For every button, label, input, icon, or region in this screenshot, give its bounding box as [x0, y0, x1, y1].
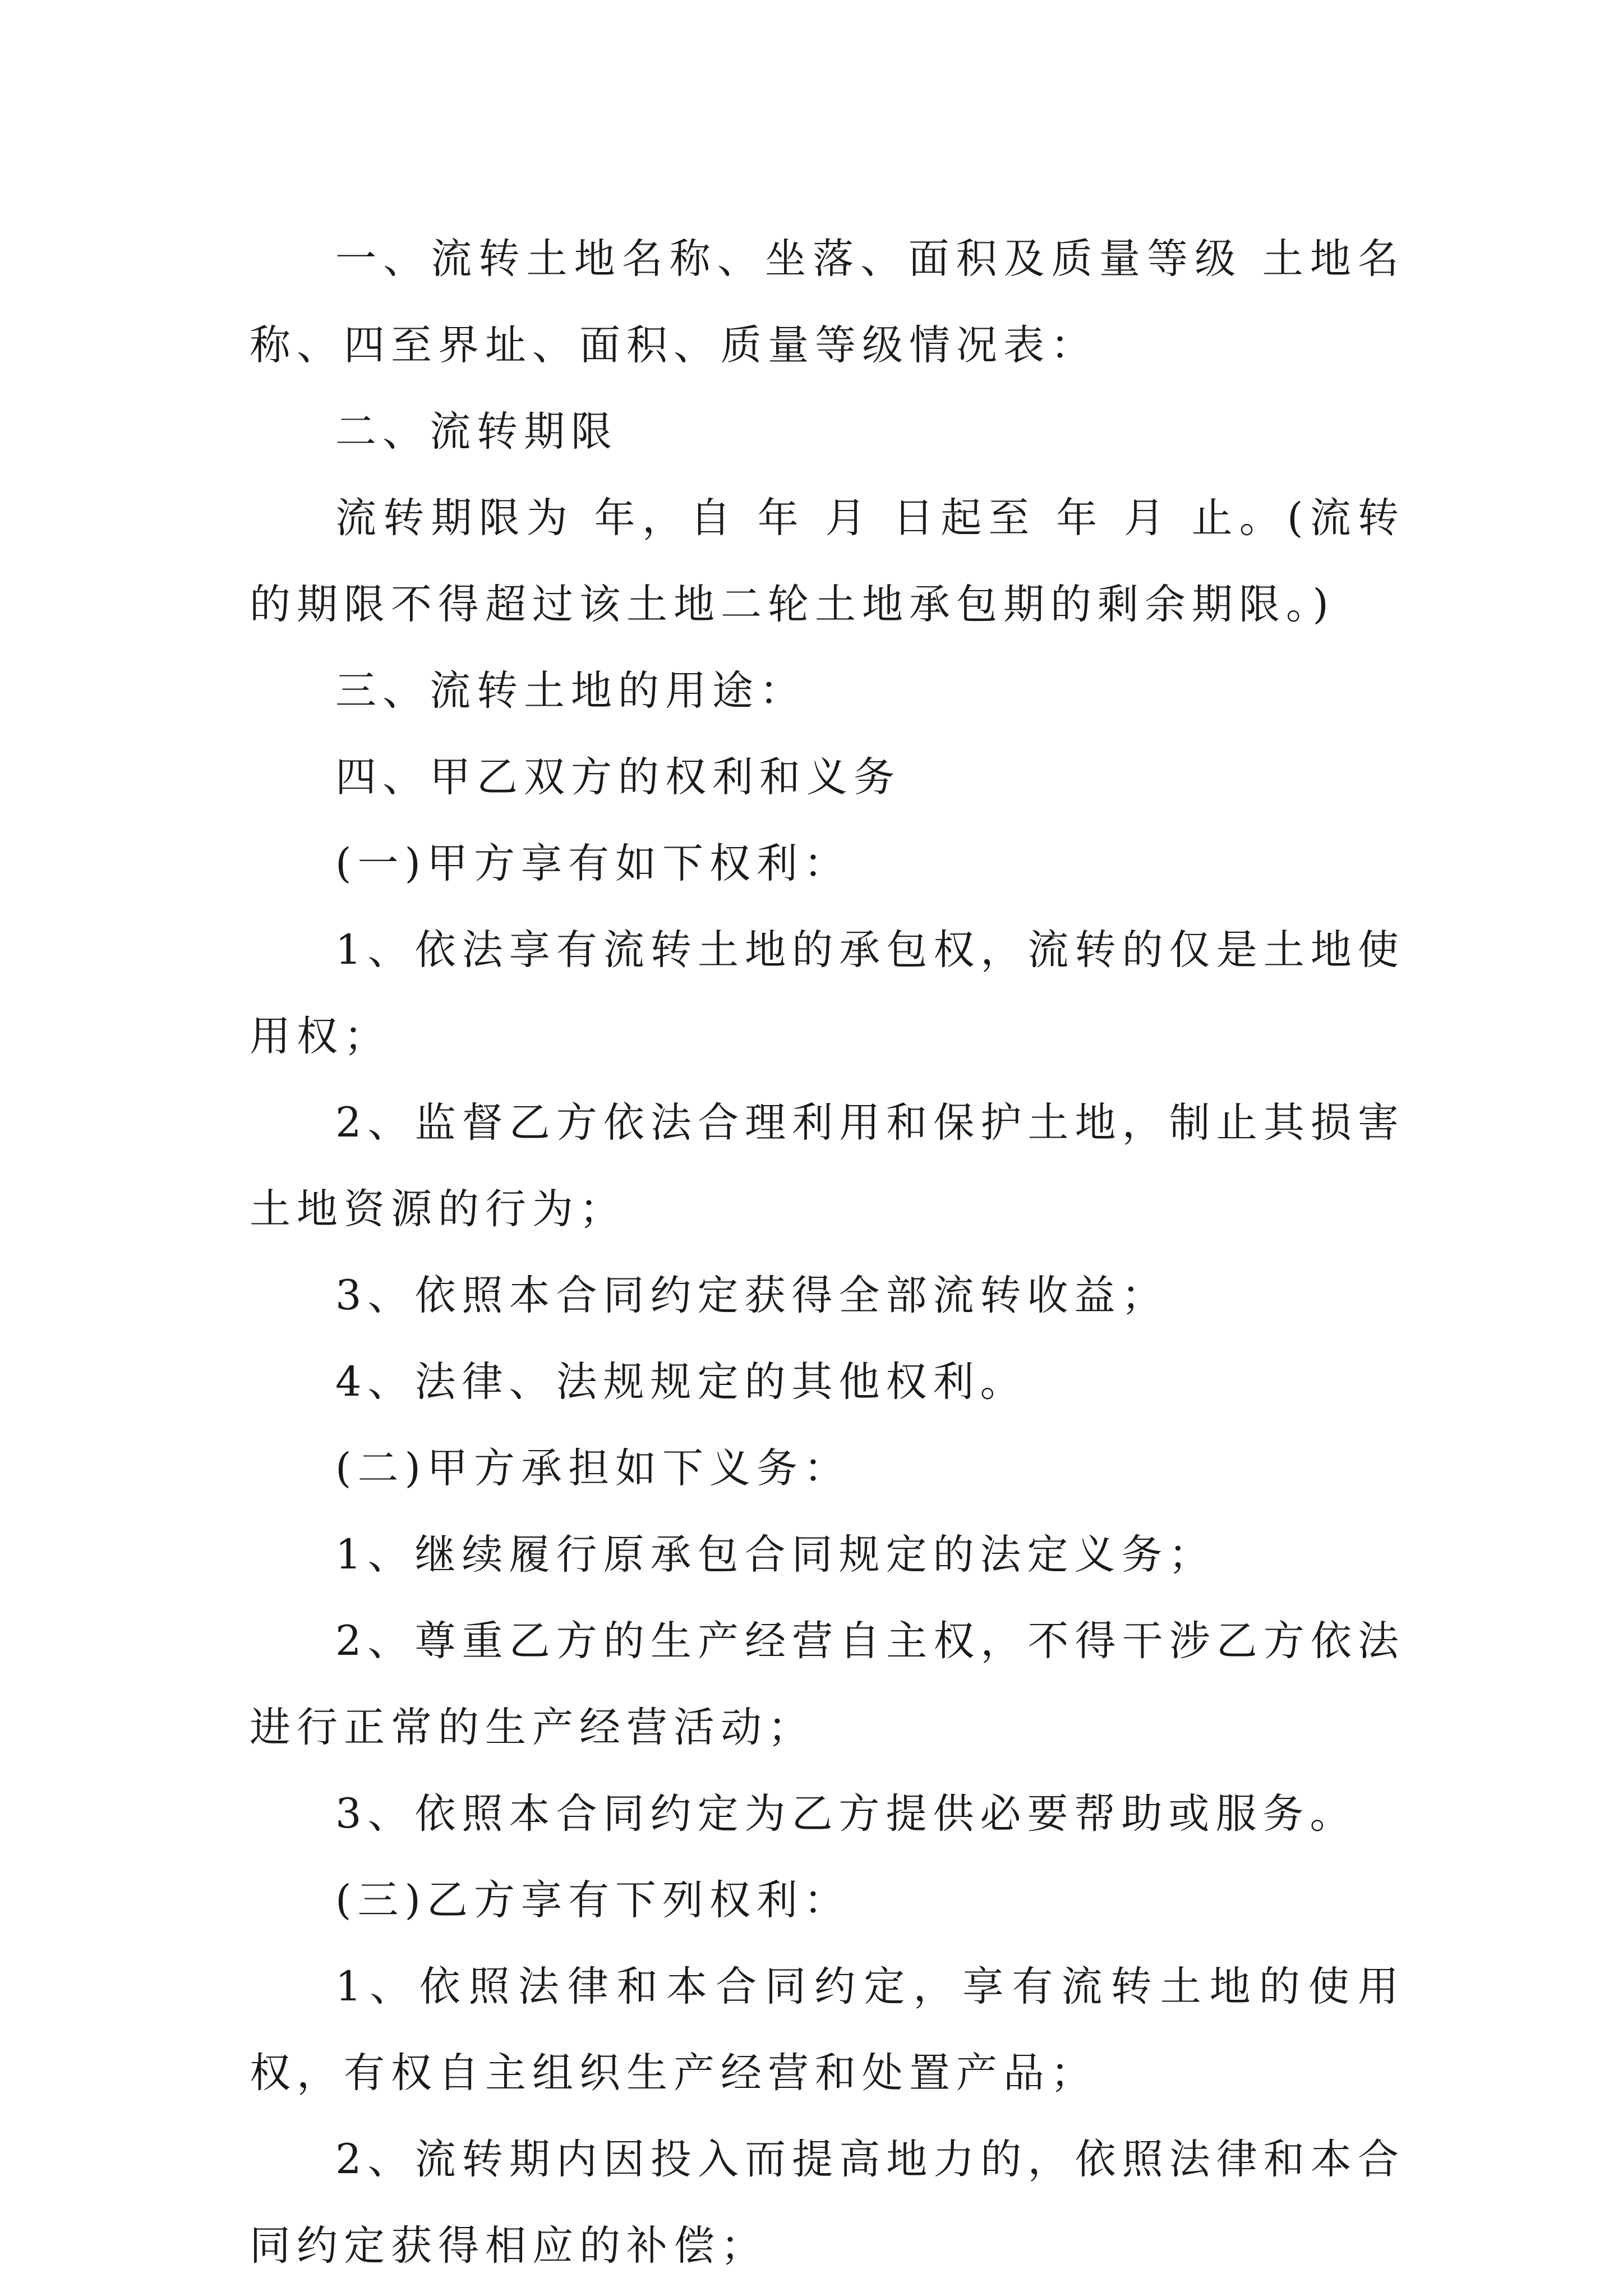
section-1-land-info: 一、流转土地名称、坐落、面积及质量等级 土地名称、四至界址、面积、质量等级情况表：	[250, 235, 1405, 369]
party-a-right-1: 1、依法享有流转土地的承包权，流转的仅是土地使用权；	[250, 926, 1405, 1060]
party-b-right-2: 2、流转期内因投入而提高地力的，依照法律和本合同约定获得相应的补偿；	[250, 2136, 1405, 2270]
section-4-heading: 四、甲乙双方的权利和义务	[335, 753, 901, 801]
party-a-right-4: 4、法律、法规规定的其他权利。	[335, 1358, 1027, 1406]
party-a-right-2: 2、监督乙方依法合理利用和保护土地，制止其损害土地资源的行为；	[250, 1099, 1405, 1233]
document-page	[250, 216, 1405, 2289]
section-2-heading: 二、流转期限	[335, 408, 618, 455]
transfer-period-paragraph: 流转期限为 年，自 年 月 日起至 年 月 止。(流转的期限不得超过该土地二轮土地承包期的剩余期限。)	[250, 494, 1405, 628]
section-3-heading: 三、流转土地的用途：	[335, 667, 806, 715]
party-b-right-1: 1、依照法律和本合同约定，享有流转土地的使用权，有权自主组织生产经营和处置产品；	[250, 1963, 1405, 2097]
party-a-duty-3: 3、依照本合同约定为乙方提供必要帮助或服务。	[335, 1790, 1357, 1838]
party-a-duty-1: 1、继续履行原承包合同规定的法定义务；	[335, 1531, 1216, 1579]
party-b-rights-heading: (三)乙方享有下列权利：	[335, 1876, 851, 1924]
party-a-right-3: 3、依照本合同约定获得全部流转收益；	[335, 1272, 1169, 1319]
party-a-duty-2: 2、尊重乙方的生产经营自主权，不得干涉乙方依法进行正常的生产经营活动；	[250, 1617, 1405, 1751]
party-a-duties-heading: (二)甲方承担如下义务：	[335, 1444, 851, 1492]
party-a-rights-heading: (一)甲方享有如下权利：	[335, 840, 851, 887]
